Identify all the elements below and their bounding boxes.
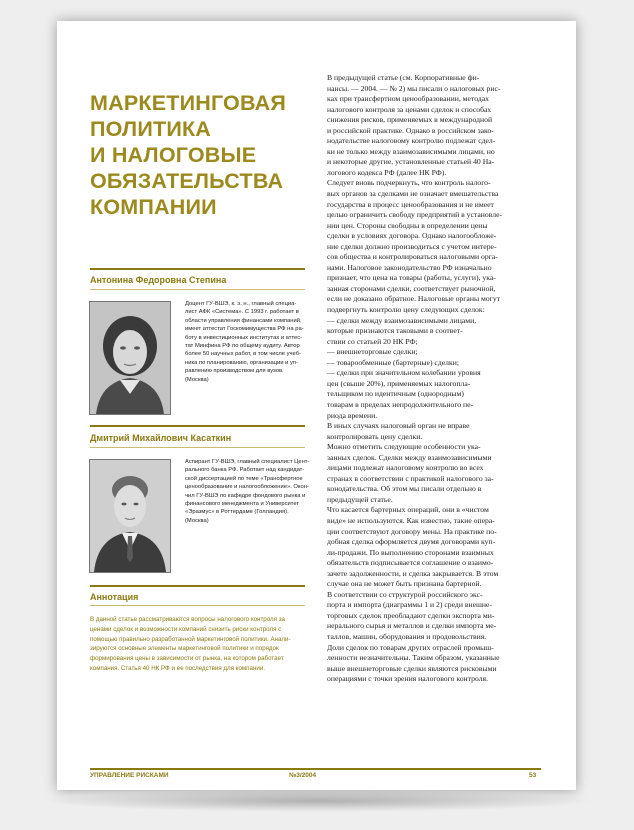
bio-line: Доцент ГУ-ВШЭ, к. э. н., главный специа- — [185, 301, 297, 307]
annotation-line: помощью правильно разработанной маркетинговой политики. Анали- — [90, 635, 291, 643]
body-line: В предыдущей статье (см. Корпоративные фи- — [327, 73, 480, 82]
section-rule — [90, 585, 305, 587]
bio-line: тат Минфина РФ по общему аудиту. Автор — [185, 343, 300, 350]
body-line: — товарообменные (бартерные) сделки; — [327, 357, 459, 367]
body-line: лицами подлежат налоговому контролю во всех — [327, 463, 484, 473]
journal-page — [57, 21, 576, 790]
body-line: ли-продажи. По выполнению сторонами взаимных — [327, 547, 494, 557]
annotation-line: В данной статье рассматриваются вопросы налогового контроля за — [90, 616, 285, 623]
body-line: таллов, машин, оборудования и продовольствия. — [327, 631, 487, 641]
body-line: — сделки при значительном колебании уровня — [327, 368, 481, 378]
body-line: подвергнуть контролю цену следующих сделок: — [327, 305, 485, 315]
body-line: Что касается бартерных операций, они в «чистом — [327, 505, 489, 515]
article-title — [90, 90, 287, 220]
body-line: целью ограничить свободу предприятий в установле- — [327, 210, 503, 220]
body-line: Можно отметить следующие особенности ука- — [327, 442, 481, 452]
divider — [90, 289, 305, 290]
annotation-line: компания. Статья 40 НК РФ и ее последствия для компании. — [90, 664, 265, 672]
bio-line: боту в инвестиционных институтах и аттес- — [185, 334, 303, 341]
body-line: — сделки между взаимозависимыми лицами, — [327, 315, 477, 325]
bio-line: (Москва) — [185, 376, 209, 383]
body-line: ствии со статьей 20 НК РФ; — [327, 336, 418, 346]
annotation-line: формирования цены в зависимости от рынка, на котором работает — [90, 655, 284, 663]
title-line: КОМПАНИИ — [90, 195, 217, 219]
body-line: зачете задолженности, и сделка закрывается. В этом — [327, 568, 499, 578]
body-line: государства в процесс ценообразования и не имеет — [327, 199, 494, 209]
body-line: странах в соответствии с практикой налогового за- — [327, 473, 494, 483]
body-line: торговых сделок преобладают сделки экспорта ми- — [327, 610, 495, 620]
body-line: добная сделка оформляется двумя договорами куп- — [327, 537, 496, 547]
body-line: логового кодекса РФ (далее НК РФ). — [327, 167, 447, 177]
annotation-text — [90, 615, 308, 674]
body-line: В иных случаях налоговый орган не вправе — [327, 421, 470, 431]
body-line: выше внешнеторговые сделки являются рисковыми — [327, 663, 497, 673]
body-line: если не доказано обратное. Налоговые органы могут — [327, 294, 501, 304]
bio-line: финансового менеджмента и Университет — [185, 501, 300, 508]
body-line: нами. Налоговое законодательство РФ изначально — [327, 262, 492, 272]
bio-line: ценообразование и налогообложение». Окон- — [185, 484, 309, 491]
annotation-line: ценами сделок и возможности компаний снизить риски контроля с — [90, 625, 282, 633]
divider — [90, 447, 305, 448]
title-line: ОБЯЗАТЕЛЬСТВА — [90, 169, 284, 193]
body-line: налогового контроля за ценами сделок и способах — [327, 104, 492, 114]
bio-line: более 50 научных работ, в том числе учеб- — [185, 351, 301, 358]
bio-line: области управления финансами компаний, — [185, 317, 302, 324]
body-line: операциями с точки зрения налогового контроля. — [327, 674, 489, 684]
body-line: порта и импорта (диаграммы 1 и 2) среди внешне- — [327, 600, 493, 610]
page-shadow — [40, 790, 595, 812]
body-line: случае она не может быть признана бартерной. — [327, 579, 482, 589]
title-line: ПОЛИТИКА — [90, 117, 212, 141]
bio-line: ника по планированию, организации и уп- — [185, 359, 298, 366]
bio-line: ской диссертацией по теме «Трансфертное — [185, 475, 303, 482]
bio-line: «Эразмус» в Роттердаме (Голландия). — [185, 509, 289, 516]
bio-line: лист АФК «Система». С 1993 г. работает в — [185, 309, 299, 316]
article-body — [327, 73, 541, 685]
divider — [90, 605, 305, 606]
bio-line: имеет аттестат Госкомимущества РФ на ра- — [185, 326, 304, 333]
author-photo — [89, 301, 171, 415]
body-line: нодательстве налоговому контролю подлежат сдел- — [327, 136, 496, 146]
body-line: ции соответствуют договору мены. На практике по- — [327, 526, 497, 536]
body-line: — внешнеторговые сделки; — [327, 347, 418, 357]
body-line: занных сделок. Сделки между взаимозависимыми — [327, 452, 492, 462]
body-line: признает, что цена на товары (работы, услуги), ука- — [327, 273, 496, 283]
bio-line: чил ГУ-ВШЭ по кафедре фондового рынка и — [185, 492, 306, 499]
author-name: Дмитрий Михайлович Касаткин — [90, 433, 232, 443]
body-line: цен (свыше 20%), применяемых налогопла- — [327, 378, 471, 388]
title-line: И НАЛОГОВЫЕ — [90, 143, 257, 167]
issue-number: №3/2004 — [289, 772, 317, 779]
annotation-line: зируются основные элементы маркетинговой политики и порядок — [90, 645, 279, 653]
body-line: вых органов за сделками не означает вмешательства — [327, 189, 499, 199]
body-line: предыдущей статье. — [327, 494, 393, 504]
title-line: МАРКЕТИНГОВАЯ — [90, 91, 287, 115]
bio-line: равлению производством для вузов. — [185, 368, 284, 375]
body-line: товарам в пределах непродолжительного пе- — [327, 399, 474, 409]
body-line: ки не только между взаимозависимыми лицами, но — [327, 146, 495, 156]
body-line: и российской практике. Однако в российском зако- — [327, 125, 494, 135]
footer-rule — [90, 768, 541, 770]
body-line: конодательства. Об этом мы писали отдельно в — [327, 484, 482, 494]
body-line: контролировать цену сделки. — [327, 431, 423, 441]
bio-line: Аспирант ГУ-ВШЭ, главный специалист Цент- — [185, 459, 310, 465]
section-rule — [90, 425, 305, 427]
body-line: ние сделки должно производиться с учетом интере- — [327, 241, 497, 251]
body-line: Следует вновь подчеркнуть, что контроль налого- — [327, 178, 491, 188]
body-line: Доли сделок по товарам других отраслей промыш- — [327, 642, 494, 652]
body-line: тельщиком по идентичным (однородным) — [327, 389, 464, 399]
body-line: виде» не используются. Как известно, такие опера- — [327, 515, 495, 525]
page-number: 53 — [529, 772, 537, 779]
body-line: сделки в условиях договора. Однако налогообложе- — [327, 231, 497, 241]
body-line: снижения рисков, применяемых в международной — [327, 115, 493, 125]
body-line: занная сторонами сделки, соответствует рыночной, — [327, 283, 496, 293]
body-line: нерального сырья и металлов и сделки импорта ме- — [327, 621, 497, 631]
journal-name: УПРАВЛЕНИЕ РИСКАМИ — [90, 772, 169, 779]
body-line: ках при трансфертном ценообразовании, методах — [327, 94, 489, 104]
bio-line: рального банка РФ. Работает над кандидат- — [185, 467, 305, 474]
body-line: нии цен. Стороны свободны в определении цены — [327, 220, 488, 230]
annotation-heading: Аннотация — [90, 592, 139, 602]
body-line: риода времени. — [327, 410, 378, 420]
body-line: ленности незначительны. Таким образом, указанные — [327, 653, 500, 663]
body-line: обязательств подписывается соглашение о взаимо- — [327, 558, 494, 568]
author-bio — [185, 458, 310, 525]
body-line: которые признаются таковыми в соответ- — [327, 326, 463, 336]
section-rule — [90, 268, 305, 270]
body-line: нансы. — 2004. — № 2) мы писали о налоговых рис- — [327, 83, 501, 93]
author-photo — [89, 459, 171, 573]
bio-line: (Москва) — [185, 517, 209, 524]
author-name: Антонина Федоровна Степина — [90, 275, 227, 285]
body-line: сов общества и контролироваться налоговыми орга- — [327, 252, 498, 262]
author-bio — [185, 300, 307, 384]
body-line: и некоторые другие, установленные статьей 40 На- — [327, 157, 495, 167]
body-line: В соответствии со структурой российского экс- — [327, 589, 483, 599]
